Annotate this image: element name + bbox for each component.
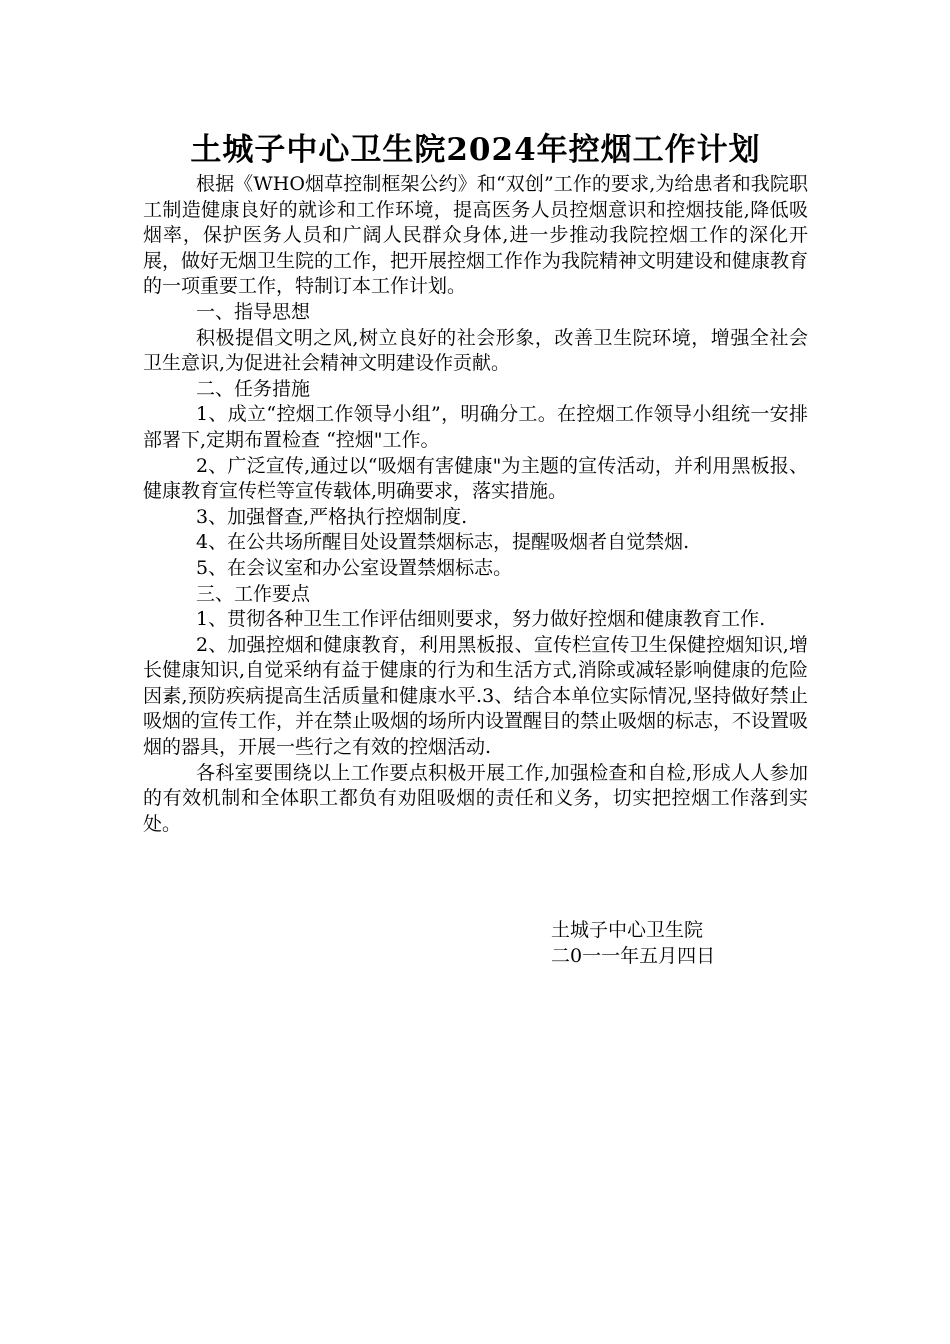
work-point-item: 1、贯彻各种卫生工作评估细则要求，努力做好控烟和健康教育工作. bbox=[196, 608, 766, 631]
intro-paragraph: 根据《WHO烟草控制框架公约》和“双创”工作的要求,为给患者和我院职工制造健康良好的就诊和工作环境，提高医务人员控烟意识和控烟技能,降低吸烟率，保护医务人员和广阔人民群众身体,进一步推动我院控烟工作的深化开展，做好无烟卫生院的工作，把开展控烟工作作为我院精神文明建设和健康教育的一项重要工作，特制订本工作计划。 bbox=[143, 173, 809, 298]
task-measure-item: 2、广泛宣传,通过以“吸烟有害健康"为主题的宣传活动，并利用黑板报、健康教育宣传栏等宣传载体,明确要求，落实措施。 bbox=[143, 454, 808, 503]
section-heading-guiding-ideology: 一、指导思想 bbox=[196, 300, 311, 323]
document-body bbox=[143, 128, 808, 837]
guiding-ideology-paragraph: 积极提倡文明之风,树立良好的社会形象，改善卫生院环境，增强全社会卫生意识,为促进社会精神文明建设作贡献。 bbox=[143, 326, 808, 375]
closing-paragraph: 各科室要围绕以上工作要点积极开展工作,加强检查和自检,形成人人参加的有效机制和全体职工都负有劝阻吸烟的责任和义务，切实把控烟工作落到实处。 bbox=[143, 761, 808, 835]
work-point-item: 2、加强控烟和健康教育，利用黑板报、宣传栏宣传卫生保健控烟知识,增长健康知识,自觉采纳有益于健康的行为和生活方式,消除或减轻影响健康的危险因素,预防疾病提高生活质量和健康水平.3、结合本单位实际情况,坚持做好禁止吸烟的宣传工作，并在禁止吸烟的场所内设置醒目的禁止吸烟的标志，不设置吸烟的器具，开展一些行之有效的控烟活动. bbox=[143, 633, 809, 759]
signature-block bbox=[551, 918, 715, 969]
signature-organization: 土城子中心卫生院 bbox=[551, 919, 704, 941]
section-heading-work-points: 三、工作要点 bbox=[196, 582, 311, 605]
signature-date: 二0一一年五月四日 bbox=[551, 944, 716, 967]
task-measure-item: 1、成立“控烟工作领导小组”，明确分工。在控烟工作领导小组统一安排部署下,定期布置检查 “控烟"工作。 bbox=[143, 403, 808, 451]
section-heading-task-measures: 二、任务措施 bbox=[196, 377, 311, 400]
task-measure-item: 4、在公共场所醒目处设置禁烟标志，提醒吸烟者自觉禁烟. bbox=[196, 531, 690, 554]
task-measure-item: 5、在会议室和办公室设置禁烟标志。 bbox=[196, 556, 513, 579]
document-title: 土城子中心卫生院2024年控烟工作计划 bbox=[190, 132, 761, 168]
task-measure-item: 3、加强督查,严格执行控烟制度. bbox=[196, 505, 468, 528]
